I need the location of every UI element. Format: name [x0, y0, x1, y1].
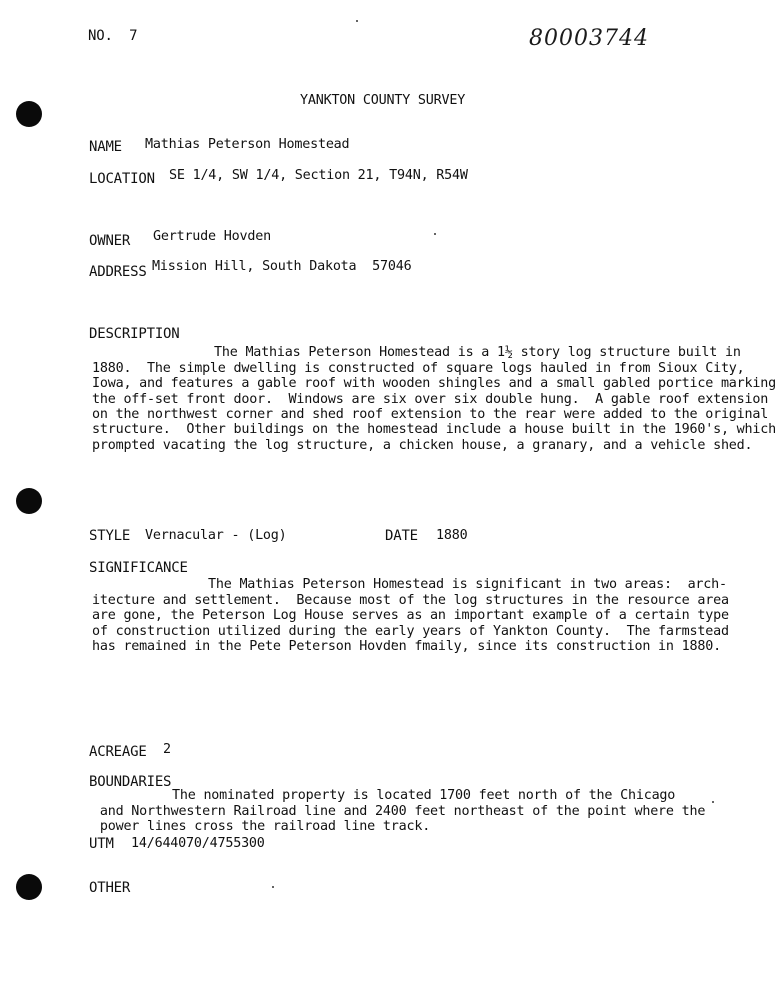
name-label: NAME — [89, 139, 122, 155]
significance-line: has remained in the Pete Peterson Hovden fmaily, since its construction in 1880. — [92, 639, 721, 655]
description-text — [92, 330, 776, 469]
scan-speck — [356, 20, 358, 22]
significance-line: itecture and settlement. Because most of the log structures in the resource area — [92, 592, 729, 608]
description-line: 1880. The simple dwelling is constructed of square logs hauled in from Sioux City, — [92, 360, 745, 376]
description-line: prompted vacating the log structure, a chicken house, a granary, and a vehicle shed. — [92, 437, 753, 453]
owner-label: OWNER — [89, 233, 131, 249]
style-label: STYLE — [89, 528, 131, 544]
punch-hole-middle — [16, 488, 42, 514]
scan-speck — [272, 886, 274, 888]
address-label: ADDRESS — [89, 264, 147, 280]
acreage-value: 2 — [163, 742, 171, 757]
survey-title: YANKTON COUNTY SURVEY — [300, 93, 466, 108]
utm-value: 14/644070/4755300 — [131, 836, 265, 851]
style-value: Vernacular - (Log) — [145, 528, 287, 543]
description-line: on the northwest corner and shed roof extension to the rear were added to the original — [92, 407, 769, 423]
scan-speck — [712, 801, 714, 803]
form-number: NO. 7 — [88, 28, 138, 44]
significance-line: are gone, the Peterson Log House serves as an important example of a certain type — [92, 608, 729, 624]
boundaries-label: BOUNDARIES — [89, 774, 172, 790]
scan-speck — [434, 233, 436, 235]
punch-hole-top — [16, 101, 42, 127]
significance-line: The Mathias Peterson Homestead is significant in two areas: arch- — [208, 577, 727, 593]
significance-text — [92, 562, 729, 670]
other-label: OTHER — [89, 880, 131, 896]
address-value: Mission Hill, South Dakota 57046 — [152, 259, 412, 274]
significance-line: of construction utilized during the early years of Yankton County. The farmstead — [92, 623, 729, 639]
boundaries-line: power lines cross the railroad line track. — [92, 819, 431, 835]
description-label: DESCRIPTION — [89, 326, 180, 342]
date-value: 1880 — [436, 528, 468, 543]
boundaries-line: and Northwestern Railroad line and 2400 feet northeast of the point where the — [92, 803, 706, 819]
punch-hole-bottom — [16, 874, 42, 900]
name-value: Mathias Peterson Homestead — [145, 137, 350, 152]
location-label: LOCATION — [89, 171, 155, 187]
significance-label: SIGNIFICANCE — [89, 560, 188, 576]
acreage-label: ACREAGE — [89, 744, 147, 760]
owner-value: Gertrude Hovden — [153, 229, 271, 244]
description-line: the off-set front door. Windows are six over six double hung. A gable roof extension — [92, 391, 769, 407]
reference-number: 80003744 — [529, 26, 649, 51]
description-line: Iowa, and features a gable roof with wooden shingles and a small gabled portice marking — [92, 376, 776, 392]
location-value: SE 1/4, SW 1/4, Section 21, T94N, R54W — [169, 168, 468, 183]
boundaries-line: The nominated property is located 1700 feet north of the Chicago — [172, 788, 676, 804]
utm-label: UTM — [89, 836, 114, 852]
description-line: The Mathias Peterson Homestead is a 1½ story log structure built in — [214, 345, 741, 361]
date-label: DATE — [385, 528, 418, 544]
description-line: structure. Other buildings on the homestead include a house built in the 1960's, which — [92, 422, 776, 438]
